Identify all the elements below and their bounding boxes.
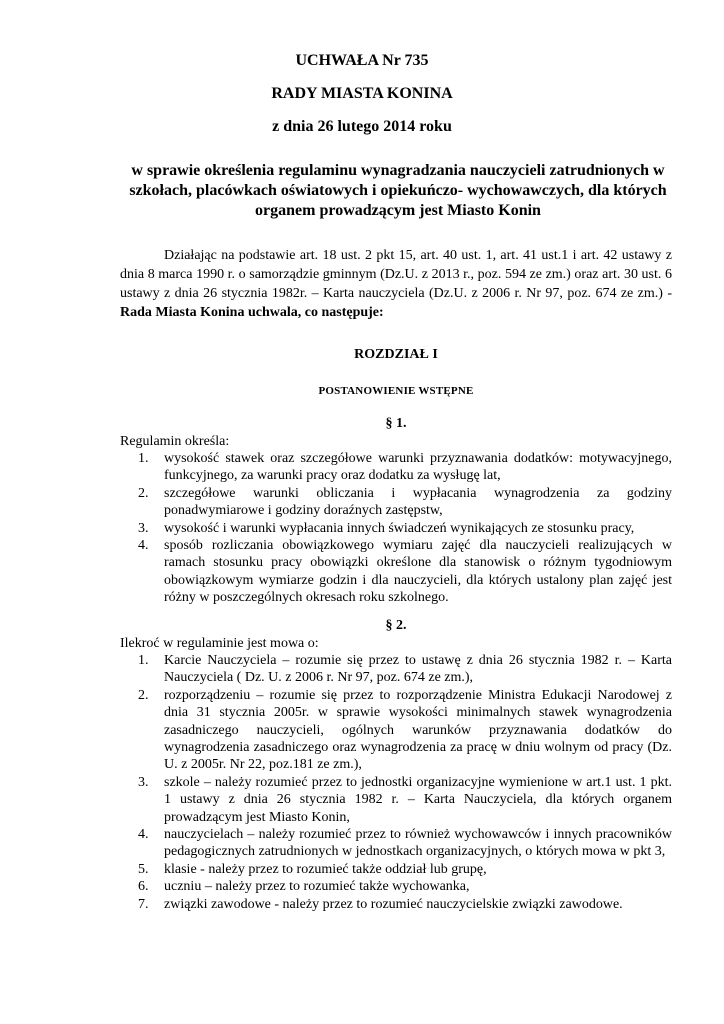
list-item-number: 4. <box>138 827 149 843</box>
legal-basis-text: Działając na podstawie art. 18 ust. 2 pkt 15, art. 40 ust. 1, art. 41 ust.1 i art. 42 ustawy z dnia 8 marca 1990 r. o samorządzie gminnym (Dz.U. z 2013 r., poz. 594 ze zm.) oraz art. 30 ust. 6 ustawy z dnia 26 stycznia 1982r. – Karta nauczyciela (Dz.U. z 2006 r. Nr 97, poz. 674 ze zm.) - <box>120 248 672 301</box>
list-item-number: 3. <box>138 774 149 790</box>
list-item-number: 6. <box>138 879 149 895</box>
resolution-date: z dnia 26 lutego 2014 roku <box>272 118 452 135</box>
list-item <box>138 826 672 861</box>
list-item-text: wysokość stawek oraz szczegółowe warunki przyznawania dodatków: motywacyjnego, funkcyjnego, za warunki pracy oraz dodatku za wysługę lat, <box>164 451 672 484</box>
list-item <box>138 878 672 895</box>
list-item-text: nauczycielach – należy rozumieć przez to również wychowawców i innych pracowników pedagogicznych zatrudnionych w jednostkach organizacyjnych, o których mowa w pkt 3, <box>164 827 672 860</box>
list-item-text: uczniu – należy przez to rozumieć także wychowanka, <box>164 879 470 895</box>
list-item <box>138 520 672 537</box>
list-item <box>138 652 672 687</box>
list-item-text: rozporządzeniu – rozumie się przez to rozporządzenie Ministra Edukacji Narodowej z dnia 31 stycznia 2005r. w sprawie wysokości minimalnych stawek wynagrodzenia zasadniczego nauczycieli, ogólnych warunków przyznawania dodatków do wynagrodzenia zasadniczego oraz wynagrodzenia za pracę w dniu wolnym od pracy (Dz. U. z 2005r. Nr 22, poz.181 ze zm.), <box>164 687 672 773</box>
list-item-number: 2. <box>138 485 149 501</box>
section-2-list <box>120 652 672 913</box>
section-1-heading: § 1. <box>385 416 407 431</box>
list-item <box>138 687 672 774</box>
list-item-number: 2. <box>138 687 149 703</box>
list-item <box>138 537 672 607</box>
list-item-text: związki zawodowe - należy przez to rozumieć nauczycielskie związki zawodowe. <box>164 896 623 912</box>
list-item-text: Karcie Nauczyciela – rozumie się przez to ustawę z dnia 26 stycznia 1982 r. – Karta Nauczyciela ( Dz. U. z 2006 r. Nr 97, poz. 674 ze zm.), <box>164 653 672 686</box>
list-item-number: 4. <box>138 538 149 554</box>
list-item-number: 1. <box>138 451 149 466</box>
list-item-text: szkole – należy rozumieć przez to jednostki organizacyjne wymienione w art.1 ust. 1 pkt. 1 ustawy z dnia 26 stycznia 1982 r. – Karta Nauczyciela, dla których organem prowadzącym jest Miasto Konin, <box>164 774 672 825</box>
list-item <box>138 896 672 913</box>
list-item-number: 1. <box>138 653 149 668</box>
list-item-number: 3. <box>138 520 149 536</box>
section-2-lead: Ilekroć w regulaminie jest mowa o: <box>120 636 319 651</box>
list-item <box>138 861 672 878</box>
list-item-text: klasie - należy przez to rozumieć także oddział lub grupę, <box>164 861 487 877</box>
list-item <box>138 774 672 826</box>
list-item-number: 7. <box>138 896 149 912</box>
list-item-number: 5. <box>138 861 149 877</box>
section-1-list <box>120 450 672 607</box>
list-item-text: sposób rozliczania obowiązkowego wymiaru zajęć dla nauczycieli realizujących w ramach stosunku pracy obowiązki określone dla stanowisk o różnym tygodniowym obowiązkowym wymiarze godzin i dla nauczycieli, dla których ustalony plan zajęć jest różny w poszczególnych okresach roku szkolnego. <box>164 538 672 606</box>
section-2-heading: § 2. <box>385 618 407 633</box>
chapter-title: ROZDZIAŁ I <box>354 347 438 362</box>
list-item-text: szczegółowe warunki obliczania i wypłacania wynagrodzenia za godziny ponadwymiarowe i godziny doraźnych zastępstw, <box>164 485 672 519</box>
resolution-number: UCHWAŁA Nr 735 <box>295 52 429 69</box>
resolution-subject: w sprawie określenia regulaminu wynagradzania nauczycieli zatrudnionych w szkołach, placówkach oświatowych i opiekuńczo- wychowawczych, dla których organem prowadzącym jest Miasto Konin <box>129 162 667 219</box>
list-item <box>138 485 672 520</box>
legal-basis-paragraph <box>120 246 672 322</box>
council-name: RADY MIASTA KONINA <box>271 85 453 102</box>
legal-basis-bold: Rada Miasta Konina uchwala, co następuje: <box>120 305 384 320</box>
section-1-lead: Regulamin określa: <box>120 434 230 449</box>
chapter-subtitle: POSTANOWIENIE WSTĘPNE <box>318 385 474 397</box>
list-item <box>138 450 672 485</box>
list-item-text: wysokość i warunki wypłacania innych świadczeń wynikających ze stosunku pracy, <box>164 520 635 536</box>
